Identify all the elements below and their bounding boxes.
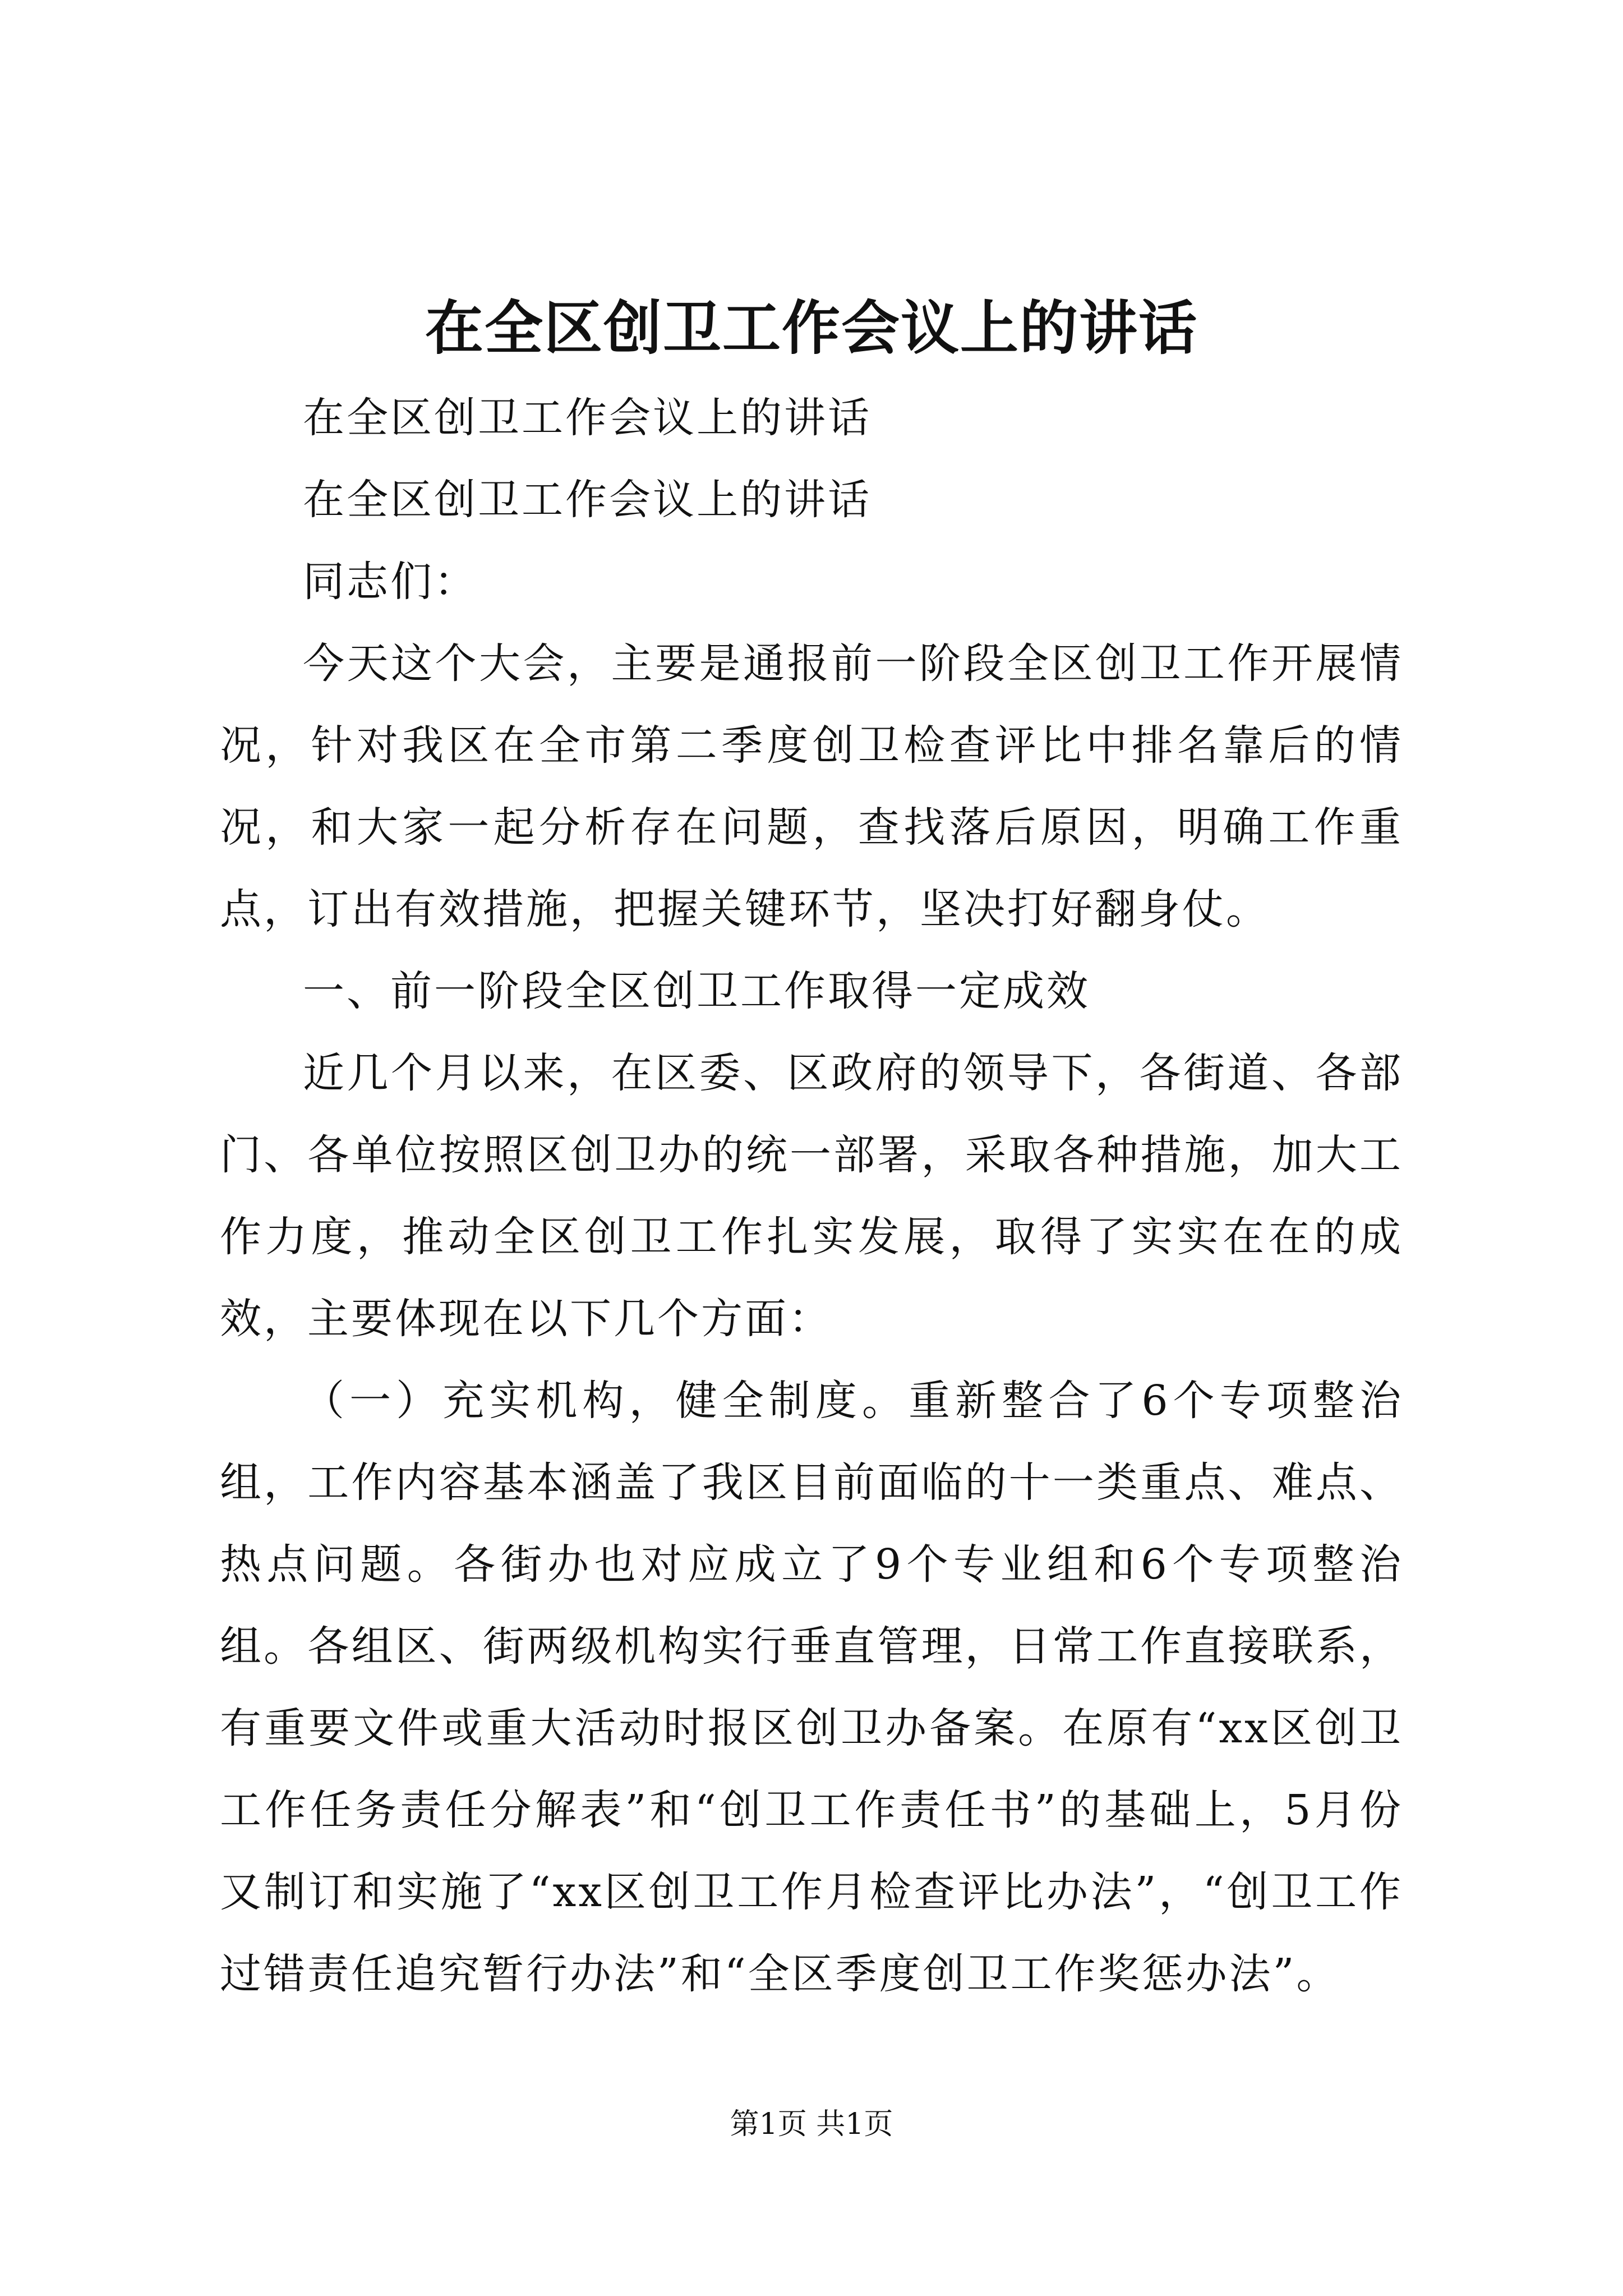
document-title: 在全区创卫工作会议上的讲话 — [425, 293, 1198, 362]
paragraph: （一）充实机构，健全制度。重新整合了6个专项整治组，工作内容基本涵盖了我区目前面临的十一类重点、难点、热点问题。各街办也对应成立了9个专业组和6个专项整治组。各组区、街两级机构实行垂直管理，日常工作直接联系，有重要文件或重大活动时报区创卫办备案。在原有“xx区创卫工作任务责任分解表”和“创卫工作责任书”的基础上，5月份又制订和实施了“xx区创卫工作月检查评比办法”，“创卫工作过错责任追究暂行办法”和“全区季度创卫工作奖惩办法”。 — [220, 1377, 1403, 1998]
paragraph: 今天这个大会，主要是通报前一阶段全区创卫工作开展情况，针对我区在全市第二季度创卫检查评比中排名靠后的情况，和大家一起分析存在问题，查找落后原因，明确工作重点，订出有效措施，把握关键环节，坚决打好翻身仗。 — [220, 639, 1403, 933]
salutation: 同志们： — [303, 558, 478, 606]
section-heading: 一、前一阶段全区创卫工作取得一定成效 — [303, 967, 1090, 1015]
paragraph: 在全区创卫工作会议上的讲话 — [303, 476, 872, 524]
paragraph: 近几个月以来，在区委、区政府的领导下，各街道、各部门、各单位按照区创卫办的统一部署，采取各种措施，加大工作力度，推动全区创卫工作扎实发展，取得了实实在在的成效，主要体现在以下几个方面： — [220, 1049, 1403, 1343]
page-footer: 第1页 共1页 — [730, 2108, 893, 2141]
document-body — [220, 377, 1403, 2015]
paragraph: 在全区创卫工作会议上的讲话 — [303, 394, 872, 442]
